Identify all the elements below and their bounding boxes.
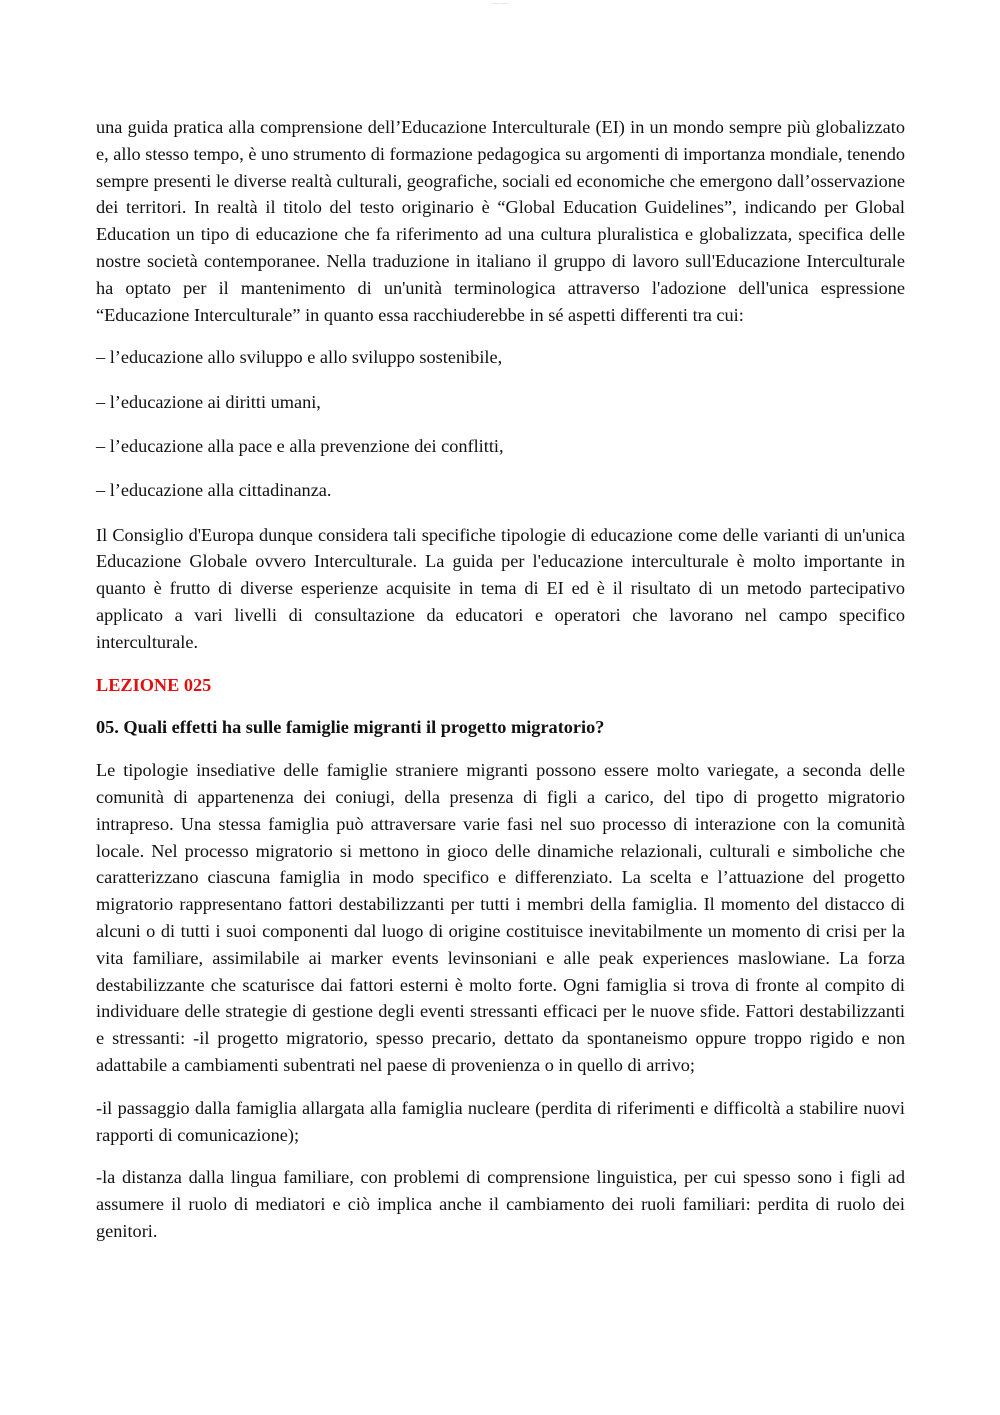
lesson-heading: LEZIONE 025 — [96, 674, 212, 695]
list-item: – l’educazione alla cittadinanza. — [96, 480, 332, 501]
page-header-mark: —— —— — [491, 0, 509, 5]
document-body — [96, 114, 905, 1261]
council-paragraph: Il Consiglio d'Europa dunque considera tali specifiche tipologie di educazione come delle varianti di un'unica Educazione Globale ovvero Interculturale. La guida per l'educazione interculturale è molto importante in quanto è frutto di diverse esperienze acquisite in tema di EI ed è il risultato di un metodo partecipativo applicato a vari livelli di consultazione da educatori e operatori che lavorano nel campo specifico interculturale. — [96, 524, 905, 652]
list-item: – l’educazione alla pace e alla prevenzione dei conflitti, — [96, 435, 504, 456]
intro-paragraph: una guida pratica alla comprensione dell’Educazione Interculturale (EI) in un mondo sempre più globalizzato e, allo stesso tempo, è uno strumento di formazione pedagogica su argomenti di importanza mondiale, tenendo sempre presenti le diverse realtà culturali, geografiche, sociali ed economiche che emergono dall’osservazione dei territori. In realtà il titolo del testo originario è “Global Education Guidelines”, indicando per Global Education un tipo di educazione che fa riferimento ad una cultura pluralistica e globalizzata, specifica delle nostre società contemporanee. Nella traduzione in italiano il gruppo di lavoro sull'Educazione Interculturale ha optato per il mantenimento di un'unità terminologica attraverso l'adozione dell'unica espressione “Educazione Interculturale” in quanto essa racchiuderebbe in sé aspetti differenti tra cui: — [96, 117, 905, 325]
answer-paragraph: -la distanza dalla lingua familiare, con problemi di comprensione linguistica, per cui spesso sono i figli ad assumere il ruolo di mediatori e ciò implica anche il cambiamento dei ruoli familiari: perdita di ruolo dei genitori. — [96, 1167, 905, 1241]
list-item: – l’educazione allo sviluppo e allo sviluppo sostenibile, — [96, 347, 503, 368]
answer-paragraph: Le tipologie insediative delle famiglie straniere migranti possono essere molto variegate, a seconda delle comunità di appartenenza dei coniugi, della presenza di figli a carico, del tipo di progetto migratorio intrapreso. Una stessa famiglia può attraversare varie fasi nel suo processo di interazione con la comunità locale. Nel processo migratorio si mettono in gioco delle dinamiche relazionali, culturali e simboliche che caratterizzano ciascuna famiglia in modo specifico e differenziato. La scelta e l’attuazione del progetto migratorio rappresentano fattori destabilizzanti per tutti i membri della famiglia. Il momento del distacco di alcuni o di tutti i suoi componenti dal luogo di origine costituisce inevitabilmente un momento di crisi per la vita familiare, assimilabile ai marker events levinsoniani e alle peak experiences maslowiane. La forza destabilizzante che scaturisce dai fattori esterni è molto forte. Ogni famiglia si trova di fronte al compito di individuare delle strategie di gestione degli eventi stressanti efficaci per le nuove sfide. Fattori destabilizzanti e stressanti: -il progetto migratorio, spesso precario, dettato da spontaneismo oppure troppo rigido e non adattabile a cambiamenti subentrati nel paese di provenienza o in quello di arrivo; — [96, 760, 905, 1075]
question-heading: 05. Quali effetti ha sulle famiglie migranti il progetto migratorio? — [96, 717, 605, 738]
answer-paragraph: -il passaggio dalla famiglia allargata alla famiglia nucleare (perdita di riferimenti e difficoltà a stabilire nuovi rapporti di comunicazione); — [96, 1097, 905, 1145]
list-item: – l’educazione ai diritti umani, — [96, 391, 321, 412]
